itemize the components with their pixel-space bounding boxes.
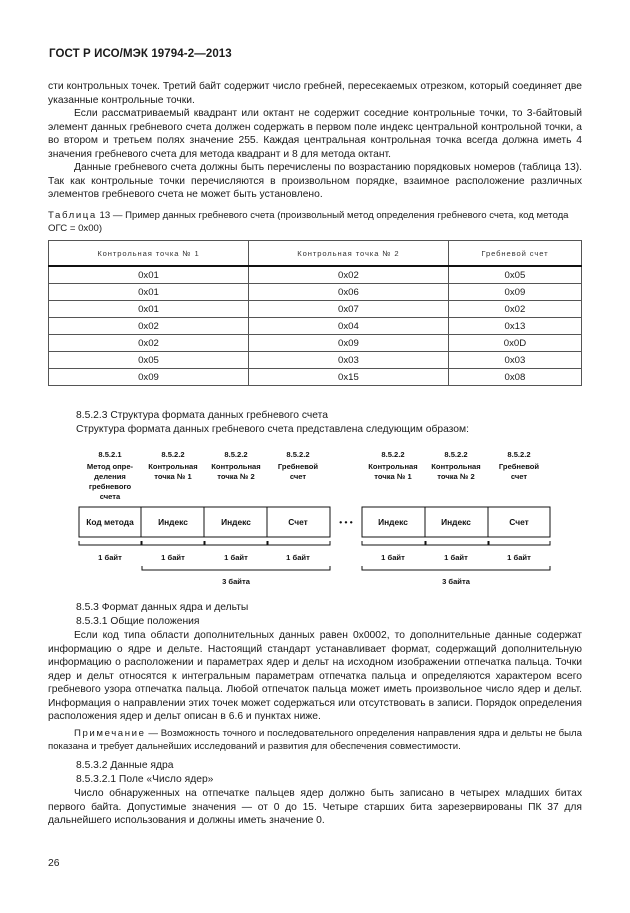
paragraph-block-1 — [48, 80, 582, 202]
byte-size-label: 1 байт — [286, 553, 310, 562]
field-label: Гребневой — [277, 462, 319, 471]
table-cell: 0x02 — [248, 266, 448, 284]
table-row — [49, 266, 582, 284]
box-label: Счет — [509, 517, 529, 527]
table-cell: 0x09 — [448, 284, 581, 301]
section-heading-8531: 8.5.3.1 Общие положения — [76, 616, 200, 627]
paragraph: Данные гребневого счета должны быть перечислены по возрастанию порядковых номеров (таблица 13). Так как контрольные точки перечисляются в произвольном порядке, взаимное расположение различных элементов гребневого счета не может быть установлено. — [48, 162, 582, 200]
table-cell: 0x01 — [49, 301, 249, 318]
table-cell: 0x09 — [248, 335, 448, 352]
table-cell: 0x02 — [448, 301, 581, 318]
ref-number: 8.5.2.2 — [507, 450, 531, 459]
table-cell: 0x03 — [448, 352, 581, 369]
field-label: счет — [289, 472, 307, 481]
table-cell: 0x0D — [448, 335, 581, 352]
ridge-count-structure-diagram — [0, 440, 630, 595]
section-heading-8532: 8.5.3.2 Данные ядра — [76, 760, 174, 771]
byte-size-label: 1 байт — [98, 553, 122, 562]
note-text: — Возможность точного и последовательного определения направления ядра и дельты не была показана и требует дальнейших исследований и развития для обеспечения совместимости. — [48, 728, 582, 752]
document-header: ГОСТ Р ИСО/МЭК 19794-2—2013 — [49, 48, 232, 60]
byte-size-label: 1 байт — [224, 553, 248, 562]
box-label: Индекс — [158, 517, 188, 527]
box-label: Индекс — [441, 517, 471, 527]
table-cell: 0x05 — [49, 352, 249, 369]
ridge-count-table — [48, 240, 582, 386]
box-label: Индекс — [378, 517, 408, 527]
ref-number: 8.5.2.2 — [286, 450, 310, 459]
byte-brackets — [79, 541, 550, 570]
table-row — [49, 352, 582, 369]
table-row — [49, 335, 582, 352]
table-cell: 0x02 — [49, 335, 249, 352]
table-cell: 0x05 — [448, 266, 581, 284]
table-cell: 0x06 — [248, 284, 448, 301]
box-label: Индекс — [221, 517, 251, 527]
field-label: точка № 1 — [154, 472, 192, 481]
field-label: гребневого — [88, 482, 132, 491]
table-row — [49, 301, 582, 318]
field-label: счета — [99, 492, 121, 501]
ref-number: 8.5.2.2 — [224, 450, 248, 459]
note-word: Примечание — [74, 728, 146, 739]
byte-size-label: 1 байт — [161, 553, 185, 562]
field-label: Контрольная — [368, 462, 418, 471]
field-label: Контрольная — [211, 462, 261, 471]
page-number: 26 — [48, 858, 60, 869]
table-cell: 0x01 — [49, 266, 249, 284]
ellipsis: • • • — [339, 517, 353, 527]
ref-number: 8.5.2.2 — [444, 450, 468, 459]
byte-size-label: 1 байт — [381, 553, 405, 562]
byte-size-label: 3 байта — [442, 577, 470, 586]
field-label: Контрольная — [148, 462, 198, 471]
table-cell: 0x07 — [248, 301, 448, 318]
table-cell: 0x08 — [448, 369, 581, 386]
table-cell: 0x04 — [248, 318, 448, 335]
paragraph: Если код типа области дополнительных данных равен 0x0002, то дополнительные данные содержат информацию о ядре и дельте. Настоящий стандарт устанавливает формат, содержащий дополнительную информацию о расположении и параметрах ядер и дельт на исходном изображении отпечатка пальца. Точки ядер и дельт относятся к интегральным параметрам отпечатка пальца и определяются характером всего гребневого узора отпечатка пальца. Любой отпечаток пальца может иметь произвольное число ядер и дельт. Информация о направлении этих точек может содержаться или отсутствовать в записи. Порядок определения расположения ядер и дельт описан в 6.6 и пунктах ниже. — [48, 630, 582, 722]
field-label: Контрольная — [431, 462, 481, 471]
note — [48, 728, 582, 754]
field-label: деления — [94, 472, 126, 481]
table-cell: 0x09 — [49, 369, 249, 386]
column-header: Гребневой счет — [448, 241, 581, 267]
table-header-row — [49, 241, 582, 267]
box-label: Счет — [288, 517, 308, 527]
ref-number: 8.5.2.2 — [381, 450, 405, 459]
section-intro: Структура формата данных гребневого счета представлена следующим образом: — [76, 424, 469, 435]
table-cell: 0x15 — [248, 369, 448, 386]
byte-size-label: 1 байт — [444, 553, 468, 562]
field-label: Метод опре- — [86, 462, 134, 471]
field-label: точка № 1 — [374, 472, 412, 481]
field-label: точка № 2 — [217, 472, 255, 481]
ref-number: 8.5.2.1 — [98, 450, 122, 459]
section-heading-853: 8.5.3 Формат данных ядра и дельты — [76, 602, 249, 613]
table-cell: 0x02 — [49, 318, 249, 335]
section-heading-8523: 8.5.2.3 Структура формата данных гребневого счета — [76, 410, 328, 421]
caption-text: 13 — Пример данных гребневого счета (произвольный метод определения гребневого счета, код метода ОГС = 0x00) — [48, 210, 569, 234]
ref-number: 8.5.2.2 — [161, 450, 185, 459]
caption-word: Таблица — [48, 210, 97, 221]
byte-size-label: 3 байта — [222, 577, 250, 586]
table-caption — [48, 210, 582, 235]
field-label: точка № 2 — [437, 472, 475, 481]
box-label: Код метода — [86, 517, 134, 527]
table-cell: 0x01 — [49, 284, 249, 301]
table-cell: 0x13 — [448, 318, 581, 335]
byte-size-label: 1 байт — [507, 553, 531, 562]
field-label: Гребневой — [498, 462, 540, 471]
field-label: счет — [510, 472, 528, 481]
table-row — [49, 284, 582, 301]
table-cell: 0x03 — [248, 352, 448, 369]
table-row — [49, 318, 582, 335]
section-heading-85321: 8.5.3.2.1 Поле «Число ядер» — [76, 774, 214, 785]
paragraph: сти контрольных точек. Третий байт содержит число гребней, пересекаемых отрезком, который соединяет две указанные контрольные точки. — [48, 81, 582, 106]
paragraph: Если рассматриваемый квадрант или октант не содержит соседние контрольные точки, то 3-байтовый элемент данных гребневого счета должен содержать в первом поле индекс центральной контрольной точки, а во втором и третьем полях значение 255. Каждая центральная контрольная точка всегда должна иметь 4 значения гребневого счета для метода квадрант и 8 для метода октант. — [48, 108, 582, 160]
table-row — [49, 369, 582, 386]
column-header: Контрольная точка № 1 — [49, 241, 249, 267]
column-header: Контрольная точка № 2 — [248, 241, 448, 267]
paragraph: Число обнаруженных на отпечатке пальцев ядер должно быть записано в четырех младших битах первого байта. Допустимые значения — от 0 до 15. Четыре старших бита зарезервированы ПК 37 для дальнейшего использования и должны иметь значение 0. — [48, 788, 582, 826]
